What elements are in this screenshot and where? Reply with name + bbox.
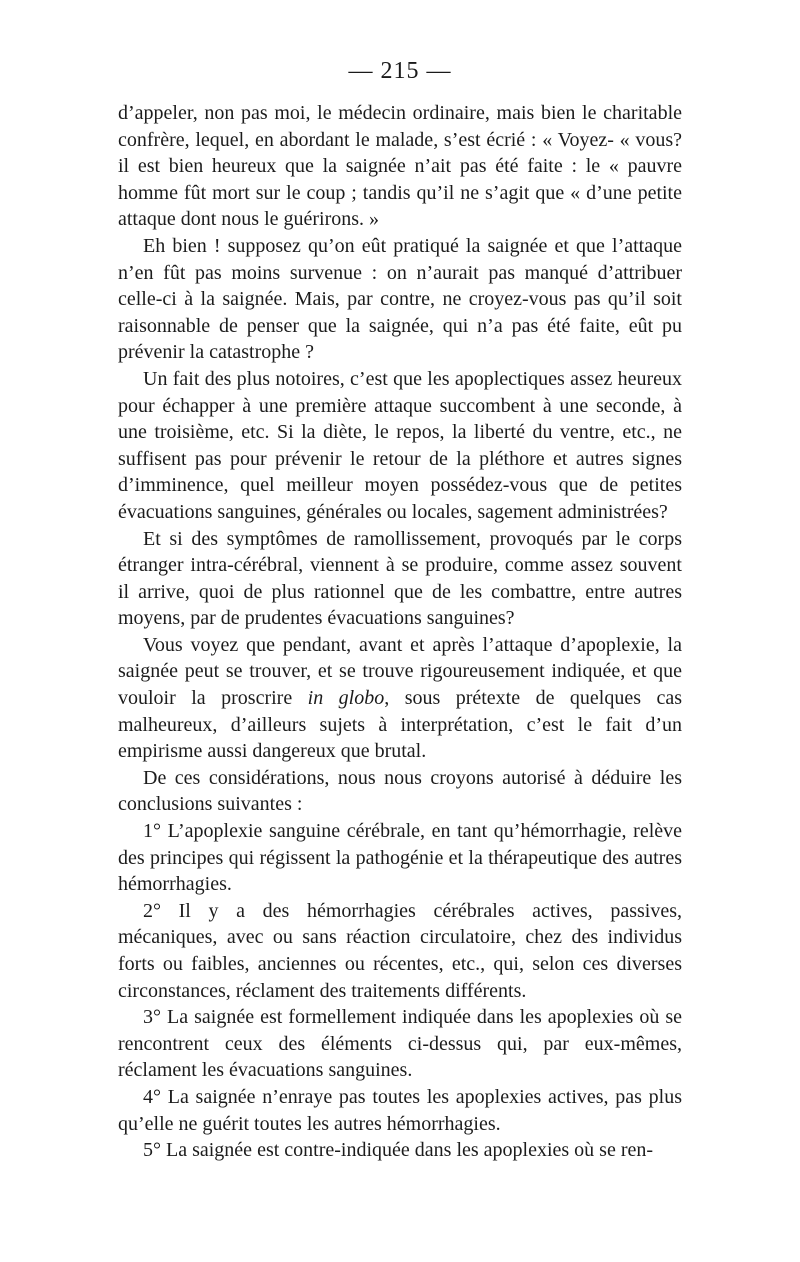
paragraph-text: , sous prétexte de quelques cas malheureux, d’ailleurs sujets à interprétation, c’est le fait d’un empirisme aussi dangereux que brutal. xyxy=(118,687,682,763)
conclusion-item: 5° La saignée est contre-indiquée dans les apoplexies où se ren- xyxy=(143,1139,654,1162)
paragraph: Et si des symptômes de ramollissement, provoqués par le corps étranger intra-cérébral, viennent à se produire, comme assez souvent il arrive, quoi de plus rationnel que de les combattre, entre autres moyens, par de prudentes évacuations sanguines? xyxy=(118,527,682,630)
paragraph: De ces considérations, nous nous croyons autorisé à déduire les conclusions suivantes : xyxy=(118,766,682,816)
conclusion-item: 4° La saignée n’enraye pas toutes les apoplexies actives, pas plus qu’elle ne guérit toutes les autres hémorrhagies. xyxy=(118,1085,682,1135)
paragraph: Eh bien ! supposez qu’on eût pratiqué la saignée et que l’attaque n’en fût pas moins survenue : on n’aurait pas manqué d’attribuer celle-ci à la saignée. Mais, par contre, ne croyez-vous pas qu’il soit raisonnable de penser que la saignée, qui n’a pas été faite, eût pu prévenir la catastrophe ? xyxy=(118,234,682,364)
paragraph-continuation: d’appeler, non pas moi, le médecin ordinaire, mais bien le charitable confrère, lequel, en abordant le malade, s’est écrié : « Voyez- « vous? il est bien heureux que la saignée n’ait pas été faite : le « pauvre homme fût mort sur le coup ; tandis qu’il ne s’agit que « d’une petite attaque dont nous le guérirons. » xyxy=(118,102,682,231)
paragraph: Un fait des plus notoires, c’est que les apoplectiques assez heureux pour échapper à une première attaque succombent à une seconde, à une troisième, etc. Si la diète, le repos, la liberté du ventre, etc., ne suffisent pas pour prévenir le retour de la pléthore et autres signes d’imminence, quel meilleur moyen possédez-vous que de petites évacuations sanguines, générales ou locales, sagement administrées? xyxy=(118,367,682,523)
paragraph-text: Vous voyez que pendant, avant et après l’attaque d’apoplexie, la saignée peut se trouver, et se trouve rigoureusement indiquée, et que vouloir la proscrire xyxy=(118,633,682,710)
page-number: — 215 — xyxy=(348,58,452,84)
italic-phrase: in globo xyxy=(307,687,385,710)
body-text xyxy=(118,100,682,1164)
conclusion-item: 3° La saignée est formellement indiquée dans les apoplexies où se rencontrent ceux des éléments ci-dessus qui, par eux-mêmes, réclament les évacuations sanguines. xyxy=(118,1006,682,1082)
conclusion-item: 1° L’apoplexie sanguine cérébrale, en tant qu’hémorrhagie, relève des principes qui régissent la pathogénie et la thérapeutique des autres hémorrhagies. xyxy=(118,820,682,896)
conclusion-item: 2° Il y a des hémorrhagies cérébrales actives, passives, mécaniques, avec ou sans réaction circulatoire, chez des individus forts ou faibles, anciennes ou récentes, etc., qui, selon ces diverses circonstances, réclament des traitements différents. xyxy=(118,899,682,1002)
paragraph xyxy=(118,632,682,765)
